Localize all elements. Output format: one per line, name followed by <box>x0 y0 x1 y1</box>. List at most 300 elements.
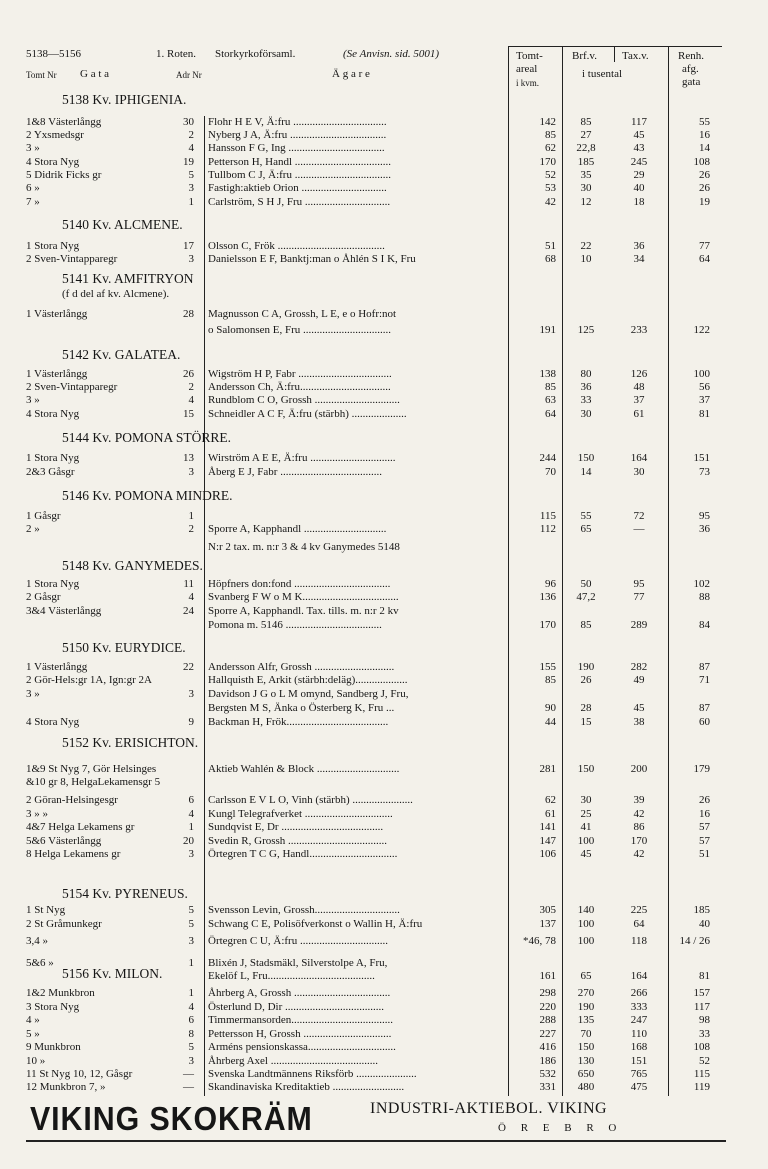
cell-tax-value: 168 <box>630 1041 648 1053</box>
cell-brf-value: 26 <box>580 674 592 686</box>
cell-area: 532 <box>539 1068 556 1080</box>
col-areal-3: i kvm. <box>516 78 540 88</box>
cell-owner: Ekelöf L, Fru....................................... <box>208 970 375 982</box>
cell-area: 170 <box>539 619 556 631</box>
cell-owner: Wigström H P, Fabr .................................. <box>208 368 392 380</box>
col-agare: Ä g a r e <box>332 68 370 80</box>
roten-label: 1. Roten. <box>156 48 197 60</box>
cell-owner: Bergsten M S, Änka o Österberg K, Fru ... <box>208 702 395 714</box>
cell-area: 112 <box>539 523 556 535</box>
cell-owner: Sporre A, Kapphandl .............................. <box>208 523 387 535</box>
cell-area: 137 <box>539 918 556 930</box>
cell-addr-nr: 11 <box>183 578 194 590</box>
cell-street: 1&8 Västerlångg <box>26 116 102 128</box>
cell-street: 2&3 Gåsgr <box>26 466 75 478</box>
ad-rule <box>26 1140 726 1142</box>
cell-tax-value: 282 <box>630 661 648 673</box>
cell-street: 11 St Nyg 10, 12, Gåsgr <box>26 1068 133 1080</box>
cell-street: 5 Didrik Ficks gr <box>26 169 102 181</box>
cell-owner: Petterson H, Handl ................................... <box>208 156 392 168</box>
cell-street: 1 Västerlångg <box>26 308 88 320</box>
cell-owner: Åhrberg A, Grossh ................................... <box>208 987 391 999</box>
cell-owner: Sundqvist E, Dr ..................................... <box>208 821 384 833</box>
section-5150: 5150 Kv. EURYDICE. <box>62 640 186 655</box>
cell-tax-value: 247 <box>630 1014 648 1026</box>
cell-area: 141 <box>539 821 556 833</box>
cell-addr-nr: 5 <box>188 904 194 916</box>
col-brf: Brf.v. <box>572 50 597 62</box>
cell-brf-value: 190 <box>577 661 595 673</box>
section-5146: 5146 Kv. POMONA MINDRE. <box>62 488 233 503</box>
cell-tax-value: 38 <box>633 716 645 728</box>
cell-addr-nr: 19 <box>183 156 194 168</box>
cell-brf-value: 150 <box>577 763 595 775</box>
cell-street: 2 St Gråmunkegr <box>26 918 102 930</box>
cell-owner: Svedin R, Grossh .................................... <box>208 835 388 847</box>
cell-brf-value: 25 <box>580 808 592 820</box>
col-tomtnr: Tomt Nr <box>26 70 57 80</box>
cell-addr-nr: 8 <box>188 1028 194 1040</box>
col-renh-1: Renh. <box>678 50 704 62</box>
rule-brf <box>562 46 563 1096</box>
cell-street: 1 Stora Nyg <box>26 240 80 252</box>
cell-renh-value: 102 <box>693 578 710 590</box>
cell-area: 70 <box>545 466 556 478</box>
cell-owner: Carlström, S H J, Fru ............................... <box>208 196 391 208</box>
cell-area: 85 <box>545 674 556 686</box>
cell-tax-value: 200 <box>630 763 648 775</box>
cell-renh-value: 51 <box>699 848 710 860</box>
cell-tax-value: 151 <box>630 1055 648 1067</box>
col-areal-2: areal <box>516 63 538 75</box>
cell-owner: Tullbom C J, Ä:fru ................................... <box>208 169 391 181</box>
cell-tax-value: 48 <box>633 381 645 393</box>
cell-owner: Blixén J, Stadsmäkl, Silverstolpe A, Fru, <box>208 957 388 969</box>
cell-addr-nr: 4 <box>188 591 194 603</box>
page-range: 5138—5156 <box>26 48 81 60</box>
cell-addr-nr: 13 <box>183 452 194 464</box>
cell-addr-nr: 2 <box>188 129 194 141</box>
cell-area: 85 <box>545 129 556 141</box>
cell-area: 42 <box>545 196 556 208</box>
cell-renh-value: 122 <box>693 324 710 336</box>
cell-owner: Svanberg F W o M K................................... <box>208 591 399 603</box>
cell-brf-value: 140 <box>577 904 595 916</box>
cell-renh-value: 64 <box>699 253 710 265</box>
cell-street: 2 Sven-Vintapparegr <box>26 253 118 265</box>
cell-renh-value: 119 <box>693 1081 710 1093</box>
cell-owner: Örtegren C U, Ä:fru ................................ <box>208 935 388 947</box>
cell-tax-value: 118 <box>630 935 648 947</box>
cell-owner: Nyberg J A, Ä:fru ................................... <box>208 129 387 141</box>
cell-addr-nr: 4 <box>188 808 194 820</box>
cell-brf-value: 33 <box>580 394 592 406</box>
cell-area: 63 <box>545 394 556 406</box>
cell-tax-value: 42 <box>633 808 645 820</box>
cell-street: 2 Gör-Hels:gr 1A, Ign:gr 2A <box>26 674 152 686</box>
cell-renh-value: 157 <box>693 987 710 999</box>
cell-brf-value: 150 <box>577 452 595 464</box>
cell-street: 3 » <box>26 394 40 406</box>
cell-tax-value: 164 <box>630 970 648 982</box>
cell-tax-value: 233 <box>630 324 648 336</box>
cell-area: 220 <box>539 1001 556 1013</box>
cell-tax-value: 245 <box>630 156 648 168</box>
rule-tax <box>614 46 615 62</box>
cell-owner: Pomona m. 5146 ................................... <box>208 619 382 631</box>
cell-owner: Åhrberg Axel ....................................... <box>208 1055 378 1067</box>
cell-tax-value: 475 <box>630 1081 648 1093</box>
cell-addr-nr: 6 <box>188 794 194 806</box>
cell-owner: Carlsson E V L O, Vinh (stärbh) ...................... <box>208 794 413 806</box>
cell-renh-value: 87 <box>699 661 710 673</box>
section-5141: 5141 Kv. AMFITRYON <box>62 271 194 286</box>
section-5156: 5156 Kv. MILON. <box>62 966 163 981</box>
cell-area: *46, 78 <box>523 935 556 947</box>
rule-renh <box>668 46 669 1096</box>
cell-street: 10 » <box>26 1055 46 1067</box>
cell-renh-value: 88 <box>699 591 710 603</box>
cell-renh-value: 26 <box>699 182 710 194</box>
cell-owner: Timmermansorden..................................... <box>208 1014 394 1026</box>
cell-area: 305 <box>539 904 556 916</box>
cell-brf-value: 30 <box>580 794 592 806</box>
ad-brand: VIKING SKOKRÄM <box>30 1100 313 1137</box>
cell-renh-value: 73 <box>699 466 710 478</box>
cell-tax-value: 37 <box>633 394 645 406</box>
cell-street: 3 » <box>26 688 40 700</box>
cell-street: 3&4 Västerlångg <box>26 605 102 617</box>
cell-tax-value: 30 <box>633 466 645 478</box>
cell-owner: N:r 2 tax. m. n:r 3 & 4 kv Ganymedes 5148 <box>208 541 400 553</box>
cell-area: 191 <box>539 324 556 336</box>
cell-renh-value: 52 <box>699 1055 710 1067</box>
cell-tax-value: 289 <box>630 619 648 631</box>
cell-tax-value: 45 <box>633 129 645 141</box>
cell-tax-value: 225 <box>630 904 648 916</box>
cell-addr-nr: 3 <box>188 688 194 700</box>
cell-owner: Höpfners don:fond ................................... <box>208 578 391 590</box>
cell-addr-nr: 1 <box>188 987 194 999</box>
cell-renh-value: 16 <box>699 129 710 141</box>
cell-area: 53 <box>545 182 556 194</box>
cell-owner: Andersson Alfr, Grossh ............................. <box>208 661 395 673</box>
cell-addr-nr: 30 <box>183 116 194 128</box>
cell-owner: Schwang C E, Polisöfverkonst o Wallin H, Ä:fru <box>208 918 423 930</box>
cell-brf-value: 100 <box>577 935 595 947</box>
cell-brf-value: 100 <box>577 835 595 847</box>
cell-area: 288 <box>539 1014 556 1026</box>
cell-brf-value: 45 <box>580 848 592 860</box>
cell-renh-value: 60 <box>699 716 710 728</box>
col-areal-1: Tomt- <box>516 50 543 62</box>
cell-renh-value: 37 <box>699 394 710 406</box>
cell-brf-value: 12 <box>580 196 592 208</box>
cell-brf-value: 14 <box>580 466 592 478</box>
cell-tax-value: 42 <box>633 848 645 860</box>
cell-area: 85 <box>545 381 556 393</box>
cell-addr-nr: 3 <box>188 182 194 194</box>
cell-addr-nr: 4 <box>188 394 194 406</box>
section-5144: 5144 Kv. POMONA STÖRRE. <box>62 430 232 445</box>
cell-tax-value: 29 <box>633 169 645 181</box>
cell-area: 416 <box>539 1041 556 1053</box>
cell-addr-nr: 3 <box>188 848 194 860</box>
col-tusental: i tusental <box>582 68 623 80</box>
cell-area: 138 <box>539 368 556 380</box>
cell-renh-value: 55 <box>699 116 710 128</box>
cell-addr-nr: 9 <box>188 716 194 728</box>
cell-tax-value: 39 <box>633 794 645 806</box>
cell-owner: Skandinaviska Kreditaktieb .......................... <box>208 1081 405 1093</box>
section-5148: 5148 Kv. GANYMEDES. <box>62 558 203 573</box>
cell-renh-value: 77 <box>699 240 710 252</box>
cell-addr-nr: 3 <box>188 253 194 265</box>
cell-addr-nr: 3 <box>188 935 194 947</box>
cell-area: 44 <box>545 716 556 728</box>
cell-tax-value: 36 <box>633 240 645 252</box>
cell-street: 3 » <box>26 142 40 154</box>
cell-addr-nr: 28 <box>183 308 194 320</box>
instructions-ref: (Se Anvisn. sid. 5001) <box>343 48 440 60</box>
cell-street: 4 » <box>26 1014 40 1026</box>
cell-area: 64 <box>545 408 556 420</box>
cell-renh-value: 81 <box>699 408 710 420</box>
cell-brf-value: 35 <box>580 169 592 181</box>
cell-renh-value: 95 <box>699 510 710 522</box>
cell-brf-value: 36 <box>580 381 592 393</box>
cell-addr-nr: — <box>183 1068 194 1080</box>
cell-brf-value: 85 <box>580 116 592 128</box>
cell-brf-value: 80 <box>580 368 592 380</box>
cell-addr-nr: 5 <box>188 918 194 930</box>
cell-street: 1 Stora Nyg <box>26 578 80 590</box>
section-5140: 5140 Kv. ALCMENE. <box>62 217 183 232</box>
cell-street: 4&7 Helga Lekamens gr <box>26 821 135 833</box>
cell-owner: Arméns pensionskassa................................ <box>208 1041 396 1053</box>
cell-renh-value: 26 <box>699 794 710 806</box>
cell-street: 8 Helga Lekamens gr <box>26 848 121 860</box>
cell-tax-value: 64 <box>633 918 645 930</box>
cell-renh-value: 98 <box>699 1014 710 1026</box>
cell-addr-nr: 2 <box>188 523 194 535</box>
cell-street: 5&6 » <box>26 957 54 969</box>
cell-area: 51 <box>545 240 556 252</box>
cell-renh-value: 108 <box>693 1041 710 1053</box>
cell-area: 331 <box>539 1081 556 1093</box>
cell-renh-value: 179 <box>693 763 710 775</box>
cell-brf-value: 135 <box>577 1014 595 1026</box>
cell-renh-value: 40 <box>699 918 710 930</box>
cell-owner: Backman H, Frök..................................... <box>208 716 389 728</box>
cell-street: 4 Stora Nyg <box>26 156 80 168</box>
cell-area: 186 <box>539 1055 556 1067</box>
cell-owner: Andersson Ch, Ä:fru................................. <box>208 381 391 393</box>
cell-renh-value: 19 <box>699 196 710 208</box>
cell-owner: Svenska Landtmännens Riksförb ...................... <box>208 1068 417 1080</box>
cell-tax-value: 333 <box>630 1001 648 1013</box>
cell-street: 2 Yxsmedsgr <box>26 129 84 141</box>
cell-area: 170 <box>539 156 556 168</box>
cell-renh-value: 87 <box>699 702 710 714</box>
cell-brf-value: 22,8 <box>576 142 596 154</box>
cell-brf-value: 70 <box>580 1028 592 1040</box>
cell-tax-value: 110 <box>630 1028 648 1040</box>
cell-tax-value: 164 <box>630 452 648 464</box>
cell-street: 2 Sven-Vintapparegr <box>26 381 118 393</box>
cell-renh-value: 16 <box>699 808 710 820</box>
cell-brf-value: 650 <box>577 1068 595 1080</box>
cell-addr-nr: 3 <box>188 1055 194 1067</box>
cell-street: 1 St Nyg <box>26 904 66 916</box>
cell-tax-value: 77 <box>633 591 645 603</box>
cell-street: 2 » <box>26 523 40 535</box>
cell-renh-value: 14 <box>699 142 710 154</box>
cell-owner: Hansson F G, Ing ................................... <box>208 142 385 154</box>
ad-company: INDUSTRI-AKTIEBOL. VIKING <box>370 1100 608 1117</box>
cell-owner: Åberg E J, Fabr ..................................... <box>208 466 382 478</box>
cell-area: 115 <box>539 510 556 522</box>
section-5142: 5142 Kv. GALATEA. <box>62 347 181 362</box>
cell-area: 227 <box>539 1028 556 1040</box>
cell-street: 4 Stora Nyg <box>26 716 80 728</box>
cell-addr-nr: 4 <box>188 1001 194 1013</box>
cell-owner: Wirström A E E, Ä:fru ............................... <box>208 452 396 464</box>
cell-owner: Magnusson C A, Grossh, L E, e o Hofr:not <box>208 308 397 320</box>
cell-brf-value: 65 <box>580 523 592 535</box>
cell-renh-value: 185 <box>693 904 710 916</box>
cell-addr-nr: 22 <box>183 661 194 673</box>
cell-owner: Olsson C, Frök ....................................... <box>208 240 385 252</box>
cell-brf-value: 190 <box>577 1001 595 1013</box>
cell-area: 96 <box>545 578 556 590</box>
cell-street: 1 Stora Nyg <box>26 452 80 464</box>
cell-street: 5&6 Västerlångg <box>26 835 102 847</box>
cell-street: 9 Munkbron <box>26 1041 81 1053</box>
cell-street: 3 Stora Nyg <box>26 1001 80 1013</box>
ad-city: Ö R E B R O <box>498 1122 623 1134</box>
cell-tax-value: 43 <box>633 142 645 154</box>
cell-brf-value: 30 <box>580 182 592 194</box>
cell-tax-value: 45 <box>633 702 645 714</box>
cell-brf-value: 50 <box>580 578 592 590</box>
cell-owner: o Salomonsen E, Fru ................................ <box>208 324 392 336</box>
cell-area: 68 <box>545 253 556 265</box>
cell-addr-nr: 1 <box>188 510 194 522</box>
cell-brf-value: 15 <box>580 716 592 728</box>
cell-addr-nr: 26 <box>183 368 194 380</box>
cell-area: 155 <box>539 661 556 673</box>
cell-owner: Schneidler A C F, Ä:fru (stärbh) .................... <box>208 408 407 420</box>
section-5154: 5154 Kv. PYRENEUS. <box>62 886 188 901</box>
cell-owner: Sporre A, Kapphandl. Tax. tills. m. n:r 2 kv <box>208 605 399 617</box>
cell-owner: Fastigh:aktieb Orion ............................... <box>208 182 387 194</box>
cell-owner: Flohr H E V, Ä:fru .................................. <box>208 116 387 128</box>
cell-brf-value: 27 <box>580 129 592 141</box>
cell-addr-nr: 2 <box>188 381 194 393</box>
cell-street: 1 Västerlångg <box>26 661 88 673</box>
cell-owner: Hallquisth E, Arkit (stärbh:deläg)................... <box>208 674 408 686</box>
cell-owner: Örtegren T C G, Handl................................ <box>208 848 398 860</box>
cell-street: &10 gr 8, HelgaLekamensgr 5 <box>26 776 161 788</box>
cell-renh-value: 151 <box>693 452 710 464</box>
cell-brf-value: 28 <box>580 702 592 714</box>
cell-addr-nr: 6 <box>188 1014 194 1026</box>
cell-renh-value: 36 <box>699 523 710 535</box>
cell-area: 298 <box>539 987 556 999</box>
cell-area: 52 <box>545 169 556 181</box>
section-5138: 5138 Kv. IPHIGENIA. <box>62 92 187 107</box>
cell-street: 1 Västerlångg <box>26 368 88 380</box>
cell-owner: Österlund D, Dir .................................... <box>208 1001 384 1013</box>
cell-brf-value: 100 <box>577 918 595 930</box>
cell-area: 142 <box>539 116 556 128</box>
cell-brf-value: 85 <box>580 619 592 631</box>
cell-tax-value: 117 <box>630 116 648 128</box>
parish-label: Storkyrkoförsaml. <box>215 48 296 60</box>
cell-renh-value: 81 <box>699 970 710 982</box>
cell-area: 61 <box>545 808 556 820</box>
cell-renh-value: 33 <box>699 1028 710 1040</box>
cell-renh-value: 57 <box>699 821 710 833</box>
cell-brf-value: 30 <box>580 408 592 420</box>
cell-area: 90 <box>545 702 556 714</box>
cell-street: 2 Göran-Helsingesgr <box>26 794 118 806</box>
cell-brf-value: 185 <box>577 156 595 168</box>
cell-tax-value: — <box>633 523 645 535</box>
cell-addr-nr: 24 <box>183 605 194 617</box>
col-renh-3: gata <box>682 76 701 88</box>
cell-addr-nr: 1 <box>188 821 194 833</box>
cell-owner: Kungl Telegrafverket ................................ <box>208 808 393 820</box>
cell-brf-value: 130 <box>577 1055 595 1067</box>
cell-street: 4 Stora Nyg <box>26 408 80 420</box>
cell-area: 244 <box>539 452 556 464</box>
cell-brf-value: 47,2 <box>576 591 596 603</box>
cell-renh-value: 71 <box>699 674 710 686</box>
cell-area: 106 <box>539 848 556 860</box>
cell-addr-nr: 1 <box>188 957 194 969</box>
cell-renh-value: 108 <box>693 156 710 168</box>
cell-owner: Svensson Levin, Grossh............................... <box>208 904 400 916</box>
cell-renh-value: 56 <box>699 381 710 393</box>
section-5141-note: (f d del af kv. Alcmene). <box>62 288 170 300</box>
cell-area: 161 <box>539 970 556 982</box>
col-adrnr: Adr Nr <box>176 70 202 80</box>
cell-renh-value: 100 <box>693 368 710 380</box>
cell-addr-nr: 5 <box>188 1041 194 1053</box>
cell-renh-value: 115 <box>693 1068 710 1080</box>
cell-addr-nr: 4 <box>188 142 194 154</box>
cell-area: 62 <box>545 794 556 806</box>
cell-area: 281 <box>539 763 556 775</box>
cell-brf-value: 150 <box>577 1041 595 1053</box>
cell-tax-value: 95 <box>633 578 645 590</box>
cell-street: 5 » <box>26 1028 40 1040</box>
cell-street: 1&9 St Nyg 7, Gör Helsinges <box>26 763 157 775</box>
cell-street: 3,4 » <box>26 935 48 947</box>
col-renh-2: afg. <box>682 63 699 75</box>
cell-street: 12 Munkbron 7, » <box>26 1081 106 1093</box>
cell-tax-value: 266 <box>630 987 648 999</box>
cell-area: 136 <box>539 591 556 603</box>
cell-addr-nr: — <box>183 1081 194 1093</box>
cell-area: 147 <box>539 835 556 847</box>
cell-brf-value: 270 <box>577 987 595 999</box>
cell-tax-value: 126 <box>630 368 648 380</box>
cell-tax-value: 170 <box>630 835 648 847</box>
cell-tax-value: 86 <box>633 821 645 833</box>
